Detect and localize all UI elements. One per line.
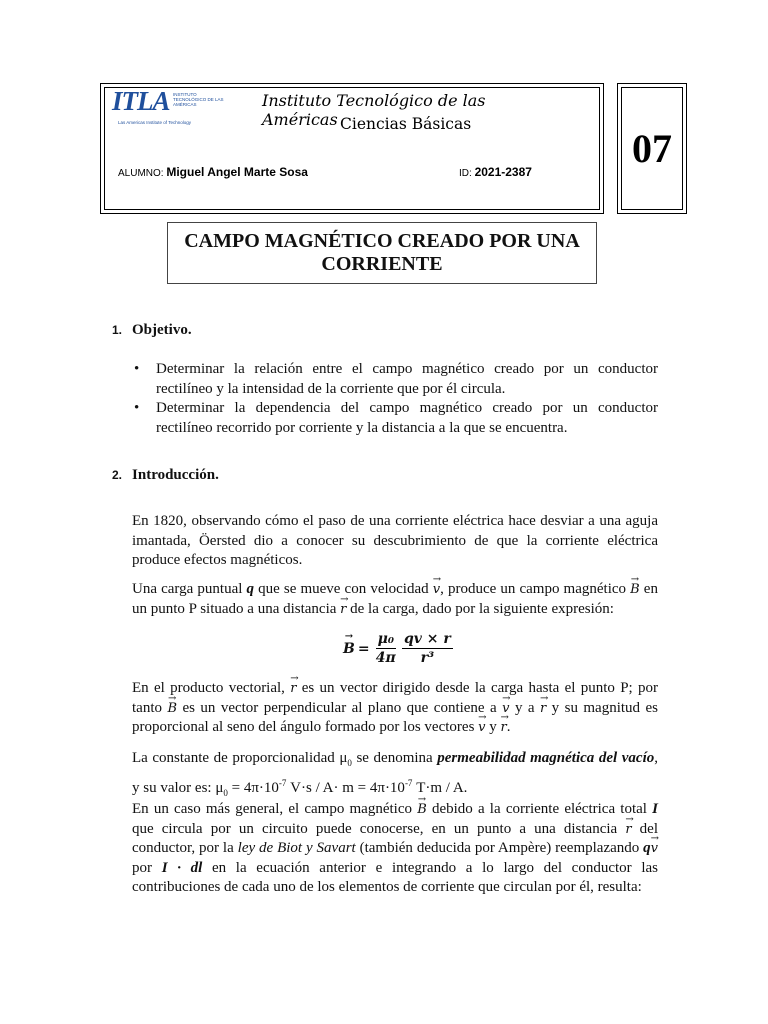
practice-number-box — [617, 83, 687, 214]
formula-fraction-2 — [402, 630, 453, 667]
formula-fraction-1 — [376, 630, 396, 667]
practice-number: 07 — [632, 126, 672, 171]
intro-paragraph-1: En 1820, observando cómo el paso de una corriente eléctrica hace desviar a una aguja imantada, Öersted dio a conocer su descubrimiento de que la corriente eléctrica produce efectos magnéticos. — [132, 513, 658, 568]
formula-4pi: 4π — [375, 650, 396, 666]
logo-subtext: INSTITUTO TECNOLÓGICO DE LAS AMÉRICAS — [173, 92, 224, 107]
vector-v: → v — [433, 580, 440, 600]
document-title: CAMPO MAGNÉTICO CREADO POR UNA CORRIENTE — [184, 230, 580, 275]
vector-b: → B — [630, 580, 640, 600]
id-label: ID: — [459, 168, 472, 179]
formula-mu0: μ₀ — [377, 631, 394, 647]
section-number: 2. — [112, 468, 123, 482]
vector-r: → r — [340, 600, 346, 620]
intro-paragraph-3: En el producto vectorial, → r es un vector dirigido desde la carga hasta el punto P; por tanto → B es un vector perpendicular al plano que contiene a → v y a → r y su magnitud es proporcional al seno del ángulo formado por los vectores → v y → r. — [132, 679, 658, 738]
list-item: • Determinar la dependencia del campo magnético creado por un conductor rectilíneo recorrido por corriente y la distancia a la que se encuentra. — [134, 399, 658, 438]
list-item: • Determinar la relación entre el campo magnético creado por un conductor rectilíneo y la intensidad de la corriente que por él circula. — [134, 360, 658, 399]
id-row — [459, 165, 532, 179]
section-title: Objetivo. — [132, 322, 192, 338]
section-heading-objective — [112, 322, 192, 339]
intro-paragraph-5: En un caso más general, el campo magnético → B debido a la corriente eléctrica total I que circula por un circuito puede conocerse, en un punto a una distancia → r del conductor, por la ley de Biot y Savart (también deducida por Ampère) reemplazando q→ v por I · dl en la ecuación anterior e integrando a lo largo del conductor las contribuciones de cada uno de los elementos de corriente que circulan por él, resulta: — [132, 800, 658, 898]
intro-paragraph-4: La constante de proporcionalidad $\mu_0$ se denomina permeabilidad magnética del vacío, y su valor es: $\mu_0 = 4\pi\cdot 10^{-7}$ $V\cdot s / A\cdot m = 4\pi\cdot 10^{-7}$ T·m / A. — [132, 750, 658, 798]
section-heading-introduction — [112, 467, 219, 484]
logo-tagline: Las Americas Institute of Technology — [118, 120, 191, 125]
student-label: ALUMNO: — [118, 168, 164, 179]
logo-text: ITLA — [112, 86, 170, 116]
student-name: Miguel Angel Marte Sosa — [166, 165, 308, 179]
section-number: 1. — [112, 323, 123, 337]
section-title: Introducción. — [132, 467, 219, 483]
formula-equals: = — [357, 640, 370, 657]
institution-name: Instituto Tecnológico de las Américas — [262, 91, 486, 129]
objectives-list — [134, 360, 658, 438]
document-title-box — [167, 222, 597, 284]
formula-numerator: qv × r — [403, 631, 451, 647]
student-row — [118, 165, 308, 179]
department-name: Ciencias Básicas — [340, 115, 472, 133]
magnetic-field-formula — [343, 630, 456, 667]
itla-logo — [112, 86, 232, 128]
id-value: 2021-2387 — [474, 165, 532, 179]
intro-paragraph-2: Una carga puntual q que se mueve con velocidad → v, produce un campo magnético → B en un punto P situado a una distancia → r de la carga, dado por la siguiente expresión: — [132, 580, 658, 619]
formula-b: → B — [343, 641, 355, 657]
formula-r3: r³ — [420, 650, 435, 666]
